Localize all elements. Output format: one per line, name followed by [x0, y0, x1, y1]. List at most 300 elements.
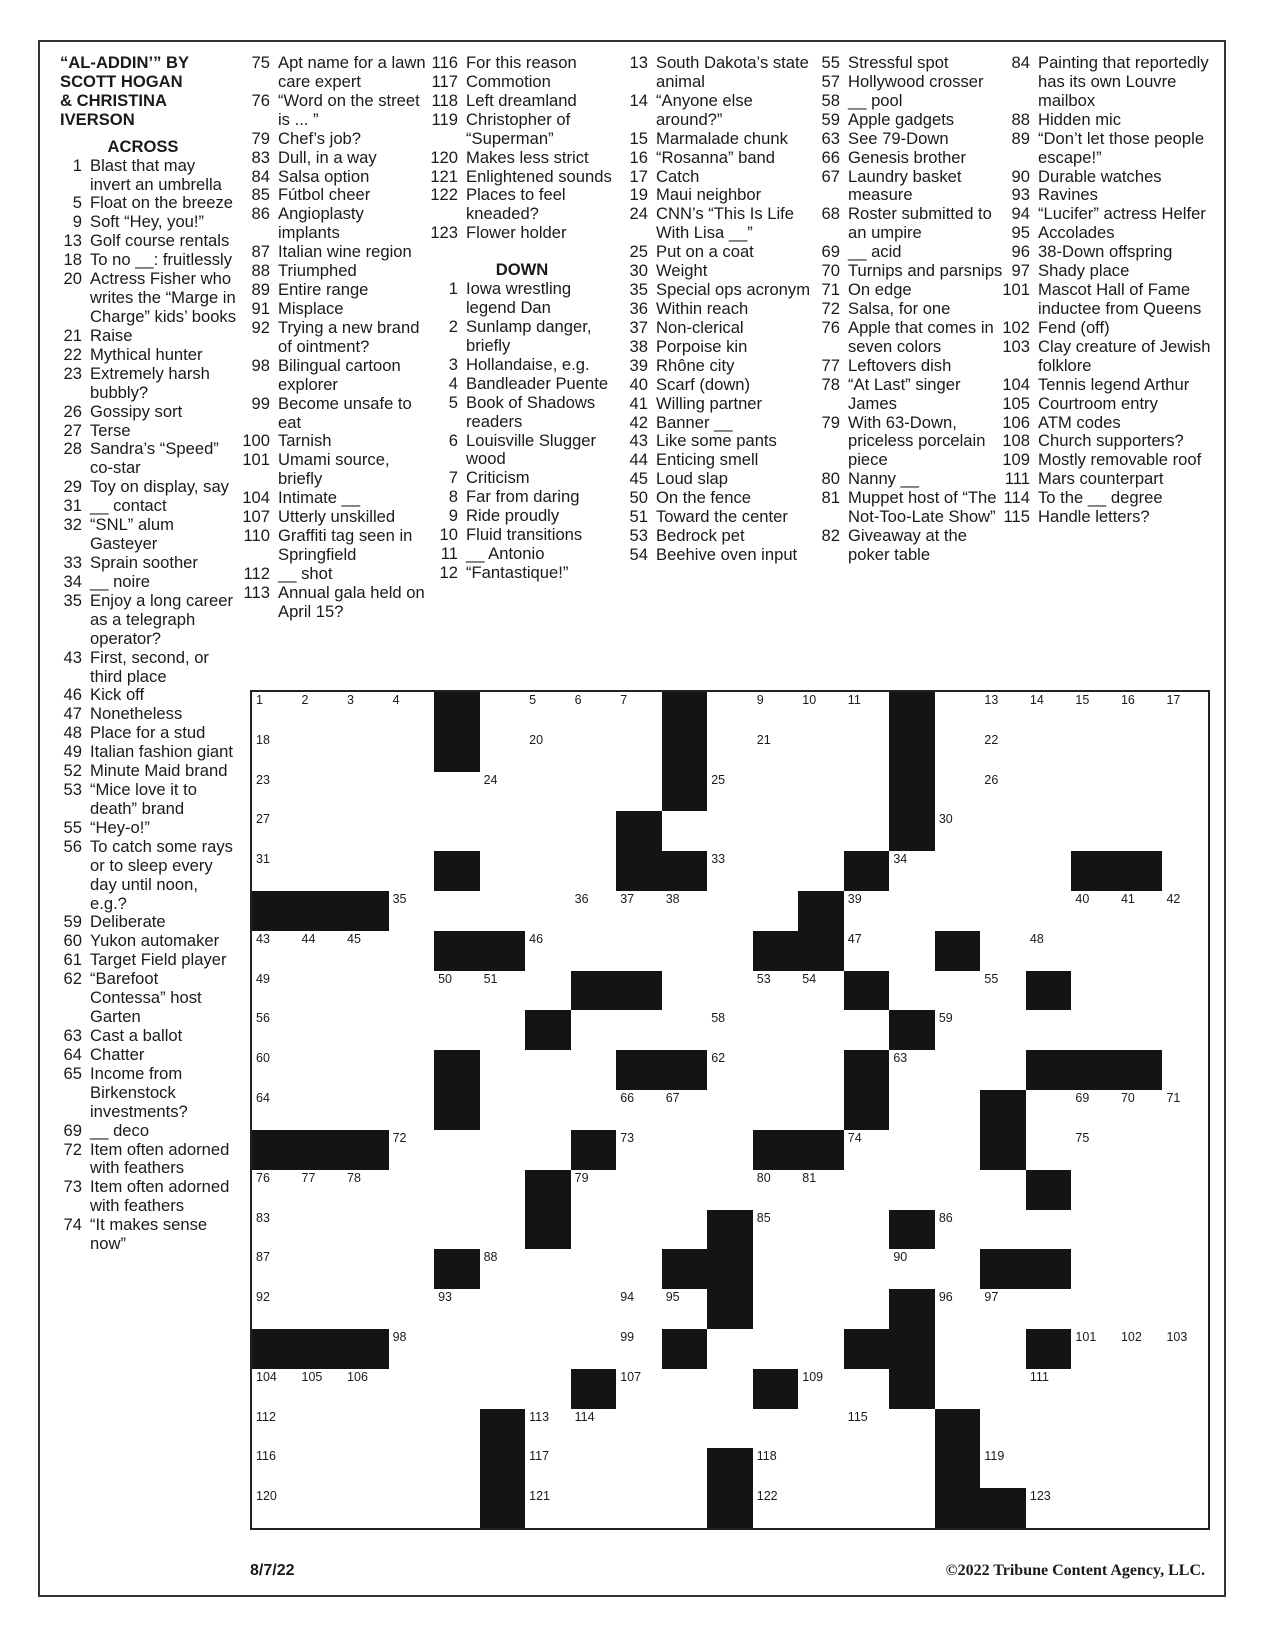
grid-cell[interactable] — [980, 891, 1027, 932]
grid-cell[interactable] — [707, 971, 754, 1012]
grid-cell[interactable] — [1071, 971, 1118, 1012]
grid-cell[interactable] — [252, 1488, 299, 1528]
grid-cell[interactable] — [844, 931, 891, 972]
grid-cell[interactable] — [707, 891, 754, 932]
grid-cell[interactable] — [389, 1130, 436, 1171]
grid-cell[interactable] — [844, 692, 891, 733]
grid-cell[interactable] — [935, 1170, 982, 1211]
grid-cell[interactable] — [434, 1210, 481, 1251]
grid-cell[interactable] — [571, 772, 618, 813]
grid-cell[interactable] — [616, 1409, 663, 1450]
grid-cell[interactable] — [1026, 811, 1073, 852]
grid-cell[interactable] — [980, 931, 1027, 972]
grid-cell[interactable] — [389, 772, 436, 813]
grid-cell[interactable] — [389, 1210, 436, 1251]
grid-cell[interactable] — [798, 692, 845, 733]
grid-cell[interactable] — [343, 732, 390, 773]
grid-cell[interactable] — [1026, 1369, 1073, 1410]
grid-cell[interactable] — [389, 1090, 436, 1131]
grid-cell[interactable] — [434, 772, 481, 813]
grid-cell[interactable] — [1117, 732, 1164, 773]
grid-cell[interactable] — [343, 1448, 390, 1489]
grid-cell[interactable] — [525, 732, 572, 773]
grid-cell[interactable] — [571, 891, 618, 932]
grid-cell[interactable] — [1162, 1409, 1208, 1450]
grid-cell[interactable] — [616, 732, 663, 773]
grid-cell[interactable] — [1117, 1249, 1164, 1290]
grid-cell[interactable] — [662, 1488, 709, 1528]
grid-cell[interactable] — [389, 1488, 436, 1528]
grid-cell[interactable] — [480, 1369, 527, 1410]
grid-cell[interactable] — [480, 1010, 527, 1051]
grid-cell[interactable] — [389, 1329, 436, 1370]
grid-cell[interactable] — [480, 1130, 527, 1171]
grid-cell[interactable] — [571, 1090, 618, 1131]
grid-cell[interactable] — [798, 1488, 845, 1528]
grid-cell[interactable] — [571, 732, 618, 773]
grid-cell[interactable] — [798, 732, 845, 773]
grid-cell[interactable] — [935, 1090, 982, 1131]
grid-cell[interactable] — [389, 1448, 436, 1489]
grid-cell[interactable] — [980, 1050, 1027, 1091]
grid-cell[interactable] — [480, 891, 527, 932]
grid-cell[interactable] — [1117, 891, 1164, 932]
grid-cell[interactable] — [298, 1050, 345, 1091]
grid-cell[interactable] — [389, 891, 436, 932]
grid-cell[interactable] — [980, 1010, 1027, 1051]
grid-cell[interactable] — [252, 851, 299, 892]
grid-cell[interactable] — [980, 1448, 1027, 1489]
grid-cell[interactable] — [616, 1210, 663, 1251]
grid-cell[interactable] — [1071, 1170, 1118, 1211]
grid-cell[interactable] — [343, 692, 390, 733]
grid-cell[interactable] — [480, 1329, 527, 1370]
grid-cell[interactable] — [1071, 811, 1118, 852]
grid-cell[interactable] — [753, 1488, 800, 1528]
grid-cell[interactable] — [480, 971, 527, 1012]
grid-cell[interactable] — [753, 1170, 800, 1211]
grid-cell[interactable] — [1026, 851, 1073, 892]
grid-cell[interactable] — [389, 931, 436, 972]
grid-cell[interactable] — [1026, 692, 1073, 733]
grid-cell[interactable] — [935, 1050, 982, 1091]
grid-cell[interactable] — [1117, 1210, 1164, 1251]
grid-cell[interactable] — [798, 1249, 845, 1290]
grid-cell[interactable] — [844, 1289, 891, 1330]
grid-cell[interactable] — [298, 692, 345, 733]
grid-cell[interactable] — [389, 971, 436, 1012]
grid-cell[interactable] — [798, 1369, 845, 1410]
grid-cell[interactable] — [753, 1329, 800, 1370]
grid-cell[interactable] — [252, 1369, 299, 1410]
grid-cell[interactable] — [298, 971, 345, 1012]
grid-cell[interactable] — [753, 1010, 800, 1051]
grid-cell[interactable] — [844, 811, 891, 852]
grid-cell[interactable] — [1162, 772, 1208, 813]
grid-cell[interactable] — [980, 971, 1027, 1012]
grid-cell[interactable] — [1071, 772, 1118, 813]
grid-cell[interactable] — [889, 1090, 936, 1131]
grid-cell[interactable] — [798, 1409, 845, 1450]
grid-cell[interactable] — [889, 1409, 936, 1450]
grid-cell[interactable] — [571, 1050, 618, 1091]
grid-cell[interactable] — [343, 1090, 390, 1131]
grid-cell[interactable] — [1071, 732, 1118, 773]
grid-cell[interactable] — [616, 1289, 663, 1330]
grid-cell[interactable] — [525, 891, 572, 932]
grid-cell[interactable] — [389, 1289, 436, 1330]
grid-cell[interactable] — [753, 811, 800, 852]
grid-cell[interactable] — [1162, 851, 1208, 892]
grid-cell[interactable] — [252, 692, 299, 733]
grid-cell[interactable] — [434, 1170, 481, 1211]
grid-cell[interactable] — [753, 971, 800, 1012]
grid-cell[interactable] — [389, 1010, 436, 1051]
grid-cell[interactable] — [525, 1050, 572, 1091]
grid-cell[interactable] — [616, 1010, 663, 1051]
grid-cell[interactable] — [343, 1210, 390, 1251]
grid-cell[interactable] — [935, 1369, 982, 1410]
grid-cell[interactable] — [343, 1170, 390, 1211]
grid-cell[interactable] — [1162, 1488, 1208, 1528]
grid-cell[interactable] — [844, 772, 891, 813]
grid-cell[interactable] — [798, 772, 845, 813]
grid-cell[interactable] — [1071, 692, 1118, 733]
grid-cell[interactable] — [525, 692, 572, 733]
grid-cell[interactable] — [252, 1090, 299, 1131]
grid-cell[interactable] — [434, 971, 481, 1012]
grid-cell[interactable] — [616, 1249, 663, 1290]
grid-cell[interactable] — [298, 811, 345, 852]
grid-cell[interactable] — [298, 1090, 345, 1131]
grid-cell[interactable] — [571, 1488, 618, 1528]
grid-cell[interactable] — [571, 851, 618, 892]
grid-cell[interactable] — [1071, 1448, 1118, 1489]
grid-cell[interactable] — [1162, 1289, 1208, 1330]
grid-cell[interactable] — [1071, 931, 1118, 972]
grid-cell[interactable] — [662, 1448, 709, 1489]
grid-cell[interactable] — [844, 1369, 891, 1410]
grid-cell[interactable] — [798, 811, 845, 852]
grid-cell[interactable] — [1117, 1289, 1164, 1330]
grid-cell[interactable] — [753, 1409, 800, 1450]
grid-cell[interactable] — [753, 1249, 800, 1290]
grid-cell[interactable] — [1117, 1409, 1164, 1450]
grid-cell[interactable] — [343, 1289, 390, 1330]
grid-cell[interactable] — [616, 1329, 663, 1370]
grid-cell[interactable] — [480, 851, 527, 892]
grid-cell[interactable] — [252, 1289, 299, 1330]
grid-cell[interactable] — [252, 732, 299, 773]
grid-cell[interactable] — [753, 1448, 800, 1489]
grid-cell[interactable] — [1026, 1488, 1073, 1528]
grid-cell[interactable] — [434, 1289, 481, 1330]
grid-cell[interactable] — [616, 692, 663, 733]
grid-cell[interactable] — [343, 1409, 390, 1450]
grid-cell[interactable] — [980, 811, 1027, 852]
grid-cell[interactable] — [525, 1448, 572, 1489]
grid-cell[interactable] — [252, 1249, 299, 1290]
grid-cell[interactable] — [616, 1170, 663, 1211]
grid-cell[interactable] — [844, 1010, 891, 1051]
grid-cell[interactable] — [889, 1448, 936, 1489]
grid-cell[interactable] — [298, 931, 345, 972]
grid-cell[interactable] — [343, 1369, 390, 1410]
grid-cell[interactable] — [980, 1329, 1027, 1370]
grid-cell[interactable] — [389, 1369, 436, 1410]
grid-cell[interactable] — [844, 1488, 891, 1528]
grid-cell[interactable] — [935, 772, 982, 813]
grid-cell[interactable] — [662, 1010, 709, 1051]
grid-cell[interactable] — [707, 772, 754, 813]
grid-cell[interactable] — [662, 891, 709, 932]
grid-cell[interactable] — [480, 1050, 527, 1091]
grid-cell[interactable] — [1071, 1090, 1118, 1131]
grid-cell[interactable] — [252, 1448, 299, 1489]
grid-cell[interactable] — [935, 1010, 982, 1051]
grid-cell[interactable] — [434, 1409, 481, 1450]
grid-cell[interactable] — [980, 1369, 1027, 1410]
grid-cell[interactable] — [798, 971, 845, 1012]
grid-cell[interactable] — [798, 1289, 845, 1330]
grid-cell[interactable] — [1026, 1409, 1073, 1450]
grid-cell[interactable] — [935, 1249, 982, 1290]
grid-cell[interactable] — [434, 891, 481, 932]
grid-cell[interactable] — [662, 1210, 709, 1251]
grid-cell[interactable] — [889, 931, 936, 972]
grid-cell[interactable] — [980, 732, 1027, 773]
grid-cell[interactable] — [844, 1409, 891, 1450]
grid-cell[interactable] — [662, 1170, 709, 1211]
grid-cell[interactable] — [1117, 1170, 1164, 1211]
grid-cell[interactable] — [252, 971, 299, 1012]
grid-cell[interactable] — [252, 1170, 299, 1211]
grid-cell[interactable] — [480, 1090, 527, 1131]
grid-cell[interactable] — [343, 1050, 390, 1091]
grid-cell[interactable] — [434, 1010, 481, 1051]
grid-cell[interactable] — [616, 1448, 663, 1489]
grid-cell[interactable] — [1071, 1010, 1118, 1051]
grid-cell[interactable] — [389, 1050, 436, 1091]
grid-cell[interactable] — [525, 1488, 572, 1528]
grid-cell[interactable] — [298, 1409, 345, 1450]
grid-cell[interactable] — [707, 931, 754, 972]
grid-cell[interactable] — [1117, 1130, 1164, 1171]
grid-cell[interactable] — [343, 1249, 390, 1290]
grid-cell[interactable] — [662, 1409, 709, 1450]
grid-cell[interactable] — [707, 1010, 754, 1051]
grid-cell[interactable] — [525, 1329, 572, 1370]
grid-cell[interactable] — [1162, 1050, 1208, 1091]
grid-cell[interactable] — [571, 1448, 618, 1489]
grid-cell[interactable] — [1162, 692, 1208, 733]
grid-cell[interactable] — [980, 692, 1027, 733]
grid-cell[interactable] — [1026, 1010, 1073, 1051]
grid-cell[interactable] — [389, 1170, 436, 1211]
grid-cell[interactable] — [753, 732, 800, 773]
grid-cell[interactable] — [1071, 1249, 1118, 1290]
grid-cell[interactable] — [389, 1409, 436, 1450]
grid-cell[interactable] — [1162, 1448, 1208, 1489]
grid-cell[interactable] — [343, 931, 390, 972]
grid-cell[interactable] — [616, 891, 663, 932]
grid-cell[interactable] — [616, 772, 663, 813]
grid-cell[interactable] — [1162, 1369, 1208, 1410]
grid-cell[interactable] — [1117, 1329, 1164, 1370]
grid-cell[interactable] — [798, 1010, 845, 1051]
grid-cell[interactable] — [889, 1050, 936, 1091]
grid-cell[interactable] — [434, 811, 481, 852]
grid-cell[interactable] — [1117, 931, 1164, 972]
grid-cell[interactable] — [252, 931, 299, 972]
grid-cell[interactable] — [525, 1369, 572, 1410]
grid-cell[interactable] — [935, 851, 982, 892]
grid-cell[interactable] — [980, 1210, 1027, 1251]
grid-cell[interactable] — [889, 1170, 936, 1211]
grid-cell[interactable] — [1026, 1448, 1073, 1489]
grid-cell[interactable] — [1071, 1409, 1118, 1450]
grid-cell[interactable] — [935, 1289, 982, 1330]
grid-cell[interactable] — [1162, 1090, 1208, 1131]
grid-cell[interactable] — [935, 1329, 982, 1370]
grid-cell[interactable] — [1026, 931, 1073, 972]
grid-cell[interactable] — [389, 811, 436, 852]
grid-cell[interactable] — [571, 1409, 618, 1450]
grid-cell[interactable] — [480, 692, 527, 733]
grid-cell[interactable] — [252, 1409, 299, 1450]
grid-cell[interactable] — [343, 971, 390, 1012]
grid-cell[interactable] — [571, 1329, 618, 1370]
grid-cell[interactable] — [525, 1289, 572, 1330]
grid-cell[interactable] — [1026, 1090, 1073, 1131]
grid-cell[interactable] — [753, 772, 800, 813]
grid-cell[interactable] — [935, 971, 982, 1012]
grid-cell[interactable] — [1162, 1210, 1208, 1251]
grid-cell[interactable] — [1117, 1488, 1164, 1528]
grid-cell[interactable] — [1117, 1010, 1164, 1051]
grid-cell[interactable] — [707, 1369, 754, 1410]
grid-cell[interactable] — [798, 1050, 845, 1091]
grid-cell[interactable] — [1071, 1210, 1118, 1251]
grid-cell[interactable] — [343, 1488, 390, 1528]
grid-cell[interactable] — [844, 1249, 891, 1290]
grid-cell[interactable] — [662, 811, 709, 852]
grid-cell[interactable] — [753, 1210, 800, 1251]
grid-cell[interactable] — [889, 971, 936, 1012]
grid-cell[interactable] — [662, 1369, 709, 1410]
grid-cell[interactable] — [571, 1170, 618, 1211]
grid-cell[interactable] — [1026, 1130, 1073, 1171]
grid-cell[interactable] — [753, 851, 800, 892]
grid-cell[interactable] — [480, 732, 527, 773]
grid-cell[interactable] — [571, 692, 618, 733]
grid-cell[interactable] — [707, 1090, 754, 1131]
grid-cell[interactable] — [1071, 1369, 1118, 1410]
grid-cell[interactable] — [980, 1170, 1027, 1211]
grid-cell[interactable] — [480, 772, 527, 813]
grid-cell[interactable] — [343, 851, 390, 892]
grid-cell[interactable] — [1162, 1130, 1208, 1171]
grid-cell[interactable] — [753, 692, 800, 733]
grid-cell[interactable] — [252, 1210, 299, 1251]
grid-cell[interactable] — [798, 1090, 845, 1131]
grid-cell[interactable] — [707, 1130, 754, 1171]
grid-cell[interactable] — [753, 891, 800, 932]
grid-cell[interactable] — [844, 891, 891, 932]
grid-cell[interactable] — [980, 851, 1027, 892]
grid-cell[interactable] — [571, 1210, 618, 1251]
grid-cell[interactable] — [525, 971, 572, 1012]
grid-cell[interactable] — [1026, 1289, 1073, 1330]
grid-cell[interactable] — [1026, 891, 1073, 932]
grid-cell[interactable] — [525, 772, 572, 813]
grid-cell[interactable] — [1071, 1289, 1118, 1330]
grid-cell[interactable] — [980, 772, 1027, 813]
grid-cell[interactable] — [1162, 931, 1208, 972]
grid-cell[interactable] — [616, 1130, 663, 1171]
grid-cell[interactable] — [935, 811, 982, 852]
grid-cell[interactable] — [1071, 1130, 1118, 1171]
grid-cell[interactable] — [798, 851, 845, 892]
grid-cell[interactable] — [389, 1249, 436, 1290]
grid-cell[interactable] — [525, 811, 572, 852]
grid-cell[interactable] — [616, 931, 663, 972]
grid-cell[interactable] — [1117, 692, 1164, 733]
grid-cell[interactable] — [889, 1249, 936, 1290]
grid-cell[interactable] — [252, 1010, 299, 1051]
grid-cell[interactable] — [1162, 1329, 1208, 1370]
grid-cell[interactable] — [1117, 971, 1164, 1012]
grid-cell[interactable] — [707, 1329, 754, 1370]
grid-cell[interactable] — [1026, 772, 1073, 813]
grid-cell[interactable] — [707, 1170, 754, 1211]
grid-cell[interactable] — [889, 1488, 936, 1528]
grid-cell[interactable] — [935, 692, 982, 733]
grid-cell[interactable] — [980, 1409, 1027, 1450]
grid-cell[interactable] — [1162, 891, 1208, 932]
grid-cell[interactable] — [434, 1130, 481, 1171]
grid-cell[interactable] — [889, 851, 936, 892]
grid-cell[interactable] — [935, 1210, 982, 1251]
grid-cell[interactable] — [1162, 1010, 1208, 1051]
grid-cell[interactable] — [844, 1170, 891, 1211]
grid-cell[interactable] — [525, 1090, 572, 1131]
grid-cell[interactable] — [616, 1488, 663, 1528]
grid-cell[interactable] — [980, 1289, 1027, 1330]
grid-cell[interactable] — [298, 1210, 345, 1251]
grid-cell[interactable] — [707, 1050, 754, 1091]
grid-cell[interactable] — [616, 1090, 663, 1131]
grid-cell[interactable] — [753, 1050, 800, 1091]
grid-cell[interactable] — [480, 1289, 527, 1330]
grid-cell[interactable] — [434, 1448, 481, 1489]
grid-cell[interactable] — [935, 732, 982, 773]
grid-cell[interactable] — [571, 1289, 618, 1330]
grid-cell[interactable] — [571, 811, 618, 852]
grid-cell[interactable] — [343, 772, 390, 813]
grid-cell[interactable] — [480, 1170, 527, 1211]
grid-cell[interactable] — [298, 851, 345, 892]
grid-cell[interactable] — [935, 1130, 982, 1171]
grid-cell[interactable] — [707, 692, 754, 733]
grid-cell[interactable] — [480, 1210, 527, 1251]
grid-cell[interactable] — [252, 811, 299, 852]
grid-cell[interactable] — [662, 931, 709, 972]
grid-cell[interactable] — [616, 1369, 663, 1410]
grid-cell[interactable] — [571, 931, 618, 972]
grid-cell[interactable] — [389, 851, 436, 892]
grid-cell[interactable] — [889, 1130, 936, 1171]
